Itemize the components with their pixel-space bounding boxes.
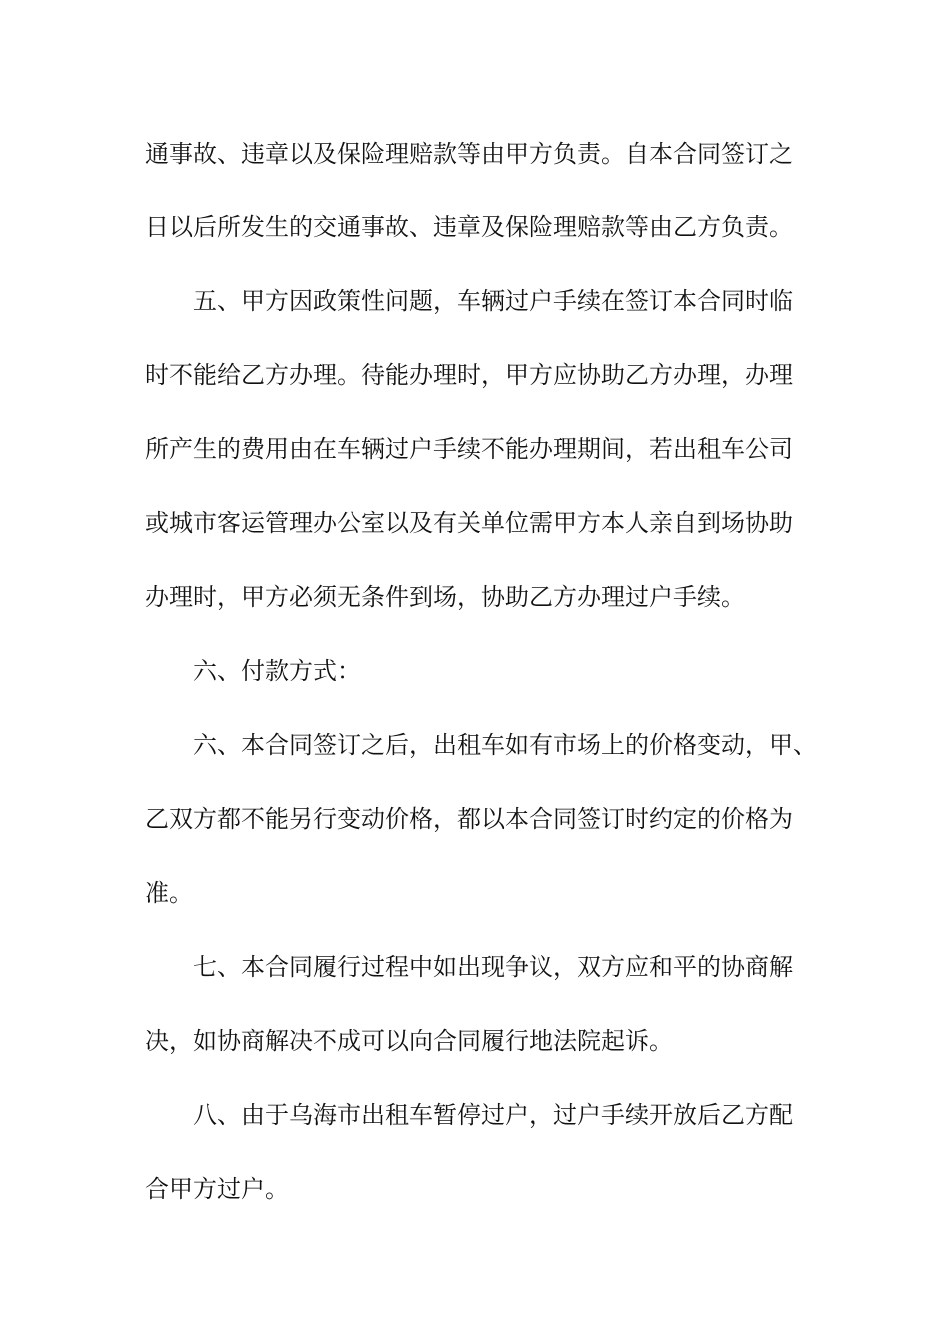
text-line: 合甲方过户。 xyxy=(145,1175,289,1203)
text-line: 准。 xyxy=(145,879,193,907)
text-line: 通事故、违章以及保险理赔款等由甲方负责。自本合同签订之 xyxy=(145,140,793,168)
text-line: 时不能给乙方办理。待能办理时，甲方应协助乙方办理，办理 xyxy=(145,361,793,389)
paragraph-six-heading: 六、本合同签订之后，出租车如有市场上的价格变动，甲、 xyxy=(193,731,817,759)
text-line: 所产生的费用由在车辆过户手续不能办理期间，若出租车公司 xyxy=(145,435,793,463)
text-line: 乙双方都不能另行变动价格，都以本合同签订时约定的价格为 xyxy=(145,805,793,833)
paragraph-seven-heading: 七、本合同履行过程中如出现争议，双方应和平的协商解 xyxy=(193,953,793,981)
payment-method-heading: 六、付款方式： xyxy=(193,657,361,685)
text-line: 办理时，甲方必须无条件到场，协助乙方办理过户手续。 xyxy=(145,583,745,611)
paragraph-eight-heading: 八、由于乌海市出租车暂停过户，过户手续开放后乙方配 xyxy=(193,1101,793,1129)
text-line: 日以后所发生的交通事故、违章及保险理赔款等由乙方负责。 xyxy=(145,213,793,241)
paragraph-five-heading: 五、甲方因政策性问题，车辆过户手续在签订本合同时临 xyxy=(193,287,793,315)
text-line: 或城市客运管理办公室以及有关单位需甲方本人亲自到场协助 xyxy=(145,509,793,537)
text-line: 决，如协商解决不成可以向合同履行地法院起诉。 xyxy=(145,1027,673,1055)
